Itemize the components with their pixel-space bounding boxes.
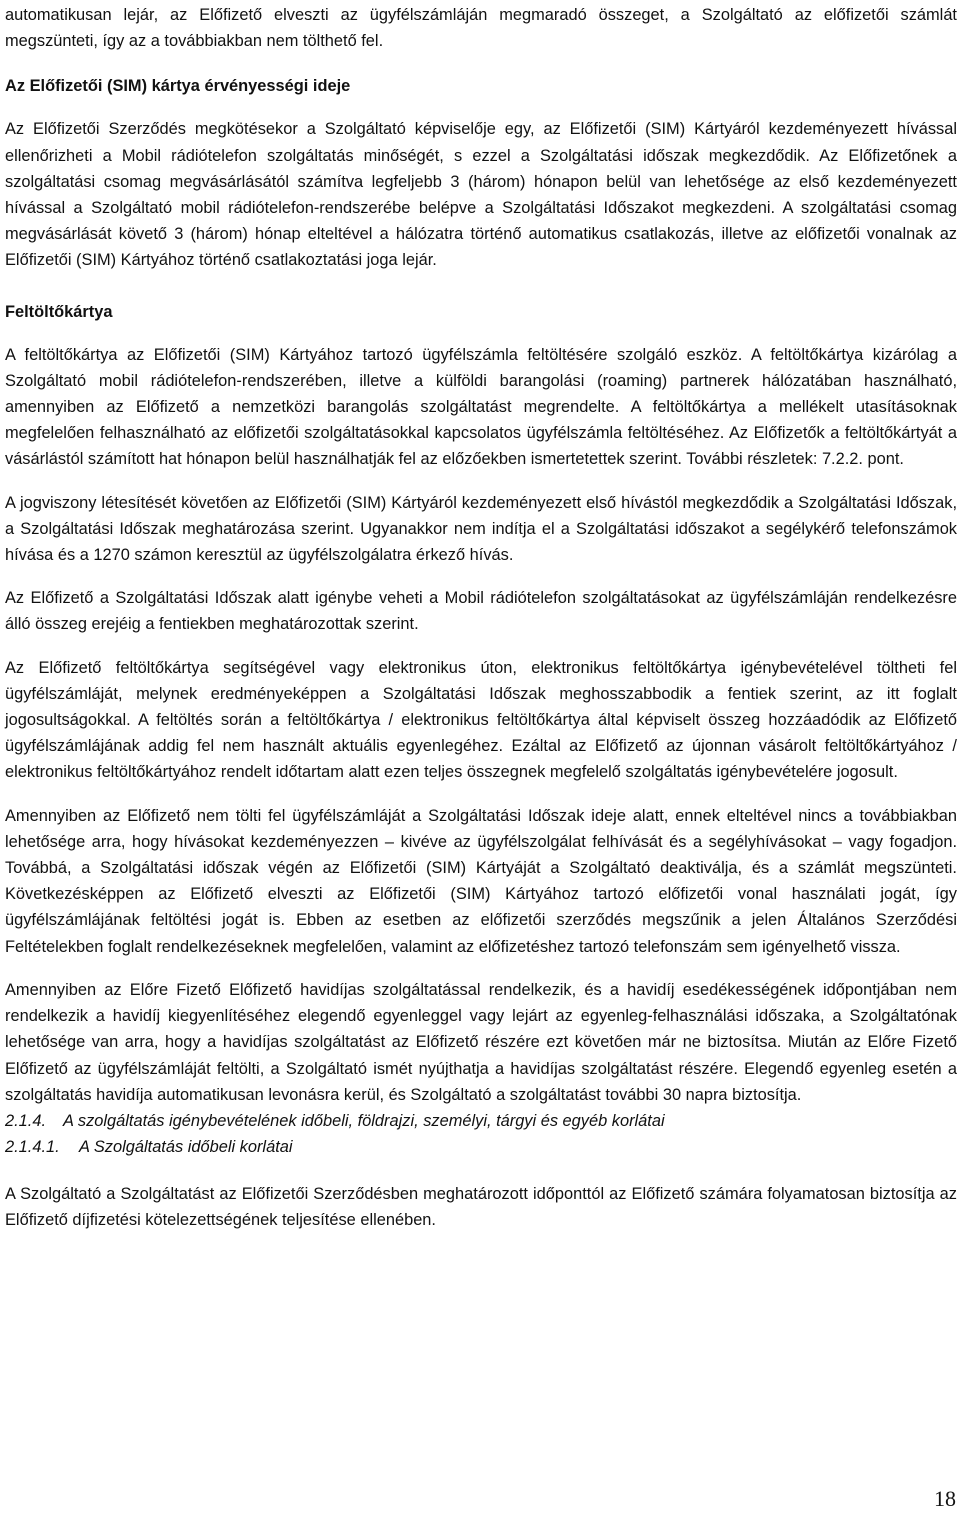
limits-heading: [5, 1108, 957, 1134]
time-limits-heading-title: A Szolgáltatás időbeli korlátai: [79, 1137, 293, 1156]
limits-heading-number: 2.1.4.: [5, 1111, 47, 1130]
top-up-card-paragraph-3: Az Előfizető a Szolgáltatási Időszak alatt igénybe veheti a Mobil rádiótelefon szolgáltatásokat az ügyfélszámláján rendelkezésre álló összeg erejéig a fentiekben meghatározottak szerint.: [5, 589, 957, 634]
limits-heading-title: A szolgáltatás igénybevételének időbeli, földrajzi, személyi, tárgyi és egyéb korlátai: [63, 1111, 665, 1130]
top-up-card-paragraph-6: Amennyiben az Előre Fizető Előfizető havidíjas szolgáltatással rendelkezik, és a havidíj esedékességének időpontjában nem rendelkezik a havidíj kiegyenlítéséhez elegendő egyenleggel vagy lejárt az egyenleg-felhasználási időszaka, a Szolgáltatónak lehetősége van arra, hogy a havidíjas szolgáltatást az Előfizető részére ezt követően már ne biztosítsa. Miután az Előre Fizető Előfizető az ügyfélszámláját feltölti, a Szolgáltató ismét nyújthatja a havidíjas szolgáltatást részére. Elegendő egyenleg esetén a szolgáltatás havidíja automatikusan levonásra kerül, és Szolgáltató a szolgáltatást további 30 napra biztosítja.: [5, 980, 957, 1104]
page-number: 18: [934, 1486, 956, 1511]
top-up-card-paragraph-2: A jogviszony létesítését követően az Előfizetői (SIM) Kártyáról kezdeményezett első hívástól megkezdődik a Szolgáltatási Időszak, a Szolgáltatási Időszak meghatározása szerint. Ugyanakkor nem indítja el a Szolgáltatási időszakot a segélykérő telefonszámok hívása és a 1270 számon keresztül az ügyfélszolgálatra érkező hívás.: [5, 493, 957, 565]
time-limits-heading: [5, 1134, 957, 1160]
document-page: [5, 2, 957, 1233]
sim-validity-paragraph: Az Előfizetői Szerződés megkötésekor a Szolgáltató képviselője egy, az Előfizetői (SIM) Kártyáról kezdeményezett hívással ellenőrizheti a Mobil rádiótelefon szolgáltatás minőségét, s ezzel a Szolgáltatási időszak megkezdődik. Az Előfizetőnek a szolgáltatási csomag megvásárlásától számítva legfeljebb 3 (három) hónapon belül van lehetősége az első kezdeményezett hívással a Szolgáltató mobil rádiótelefon-rendszerébe belépve a Szolgáltatási Időszakot megkezdeni. A szolgáltatási csomag megvásárlását követő 3 (három) hónap elteltével a hálózatra történő automatikus csatlakozás, illetve az előfizetői vonalnak az Előfizetői (SIM) Kártyához történő csatlakoztatási joga lejár.: [5, 120, 957, 270]
time-limits-heading-number: 2.1.4.1.: [5, 1137, 60, 1156]
top-up-card-paragraph-4: Az Előfizető feltöltőkártya segítségével vagy elektronikus úton, elektronikus feltöltőkártya igénybevételével töltheti fel ügyfélszámláját, melynek eredményeképpen a Szolgáltatási Időszak meghosszabbodik a fentiek szerint, az itt foglalt jogosultságokkal. A feltöltés során a feltöltőkártya / elektronikus feltöltőkártya által képviselt összeg hozzáadódik az Előfizető ügyfélszámlájának addig fel nem használt aktuális egyenlegéhez. Ezáltal az Előfizető az újonnan vásárolt feltöltőkártyához / elektronikus feltöltőkártyához rendelt időtartam alatt ezen teljes összegnek megfelelő szolgáltatás igénybevételére jogosult.: [5, 658, 957, 782]
sim-validity-heading: Az Előfizetői (SIM) kártya érvényességi ideje: [5, 77, 351, 96]
top-up-card-paragraph-1: A feltöltőkártya az Előfizetői (SIM) Kártyához tartozó ügyfélszámla feltöltésére szolgáló eszköz. A feltöltőkártya kizárólag a Szolgáltató mobil rádiótelefon-rendszerében, illetve a külföldi barangolási (roaming) partnerek hálózatában használható, amennyiben az Előfizető a nemzetközi barangolás szolgáltatást megrendelte. A feltöltőkártya a mellékelt utasításoknak megfelelően felhasználható az előfizetői szolgáltatásokkal kapcsolatos ügyfélszámla feltöltéséhez. Az Előfizetők a feltöltőkártyát a vásárlástól számított hat hónapon belül használhatják fel az előzőekben ismertetettek szerint. További részletek: 7.2.2. pont.: [5, 345, 957, 469]
top-up-card-paragraph-5: Amennyiben az Előfizető nem tölti fel ügyfélszámláját a Szolgáltatási Időszak ideje alatt, ennek elteltével nincs a továbbiakban lehetősége arra, hogy hívásokat kezdeményezzen – kivéve az ügyfélszolgálat felhívását és a segélyhívásokat – vagy fogadjon. Továbbá, a Szolgáltatási időszak végén az Előfizetői (SIM) Kártyáját a Szolgáltató deaktiválja, és a számlát megszünteti. Következésképpen az Előfizető elveszti az Előfizetői (SIM) Kártyához tartozó előfizetői vonal használati jogát, így ügyfélszámlájának feltöltési jogát is. Ebben az esetben az előfizetői szerződés megszűnik a jelen Általános Szerződési Feltételekben foglalt rendelkezéseknek megfelelően, valamint az előfizetéshez tartozó telefonszám sem igényelhető vissza.: [5, 806, 957, 956]
top-up-card-heading: Feltöltőkártya: [5, 302, 113, 321]
time-limits-paragraph: A Szolgáltató a Szolgáltatást az Előfizetői Szerződésben meghatározott időponttól az Előfizető számára folyamatosan biztosítja az Előfizető díjfizetési kötelezettségének teljesítése ellenében.: [5, 1184, 957, 1230]
continuation-paragraph: automatikusan lejár, az Előfizető elveszti az ügyfélszámláján megmaradó összeget, a Szolgáltató az előfizetői számlát megszünteti, így az a továbbiakban nem tölthető fel.: [5, 6, 957, 51]
